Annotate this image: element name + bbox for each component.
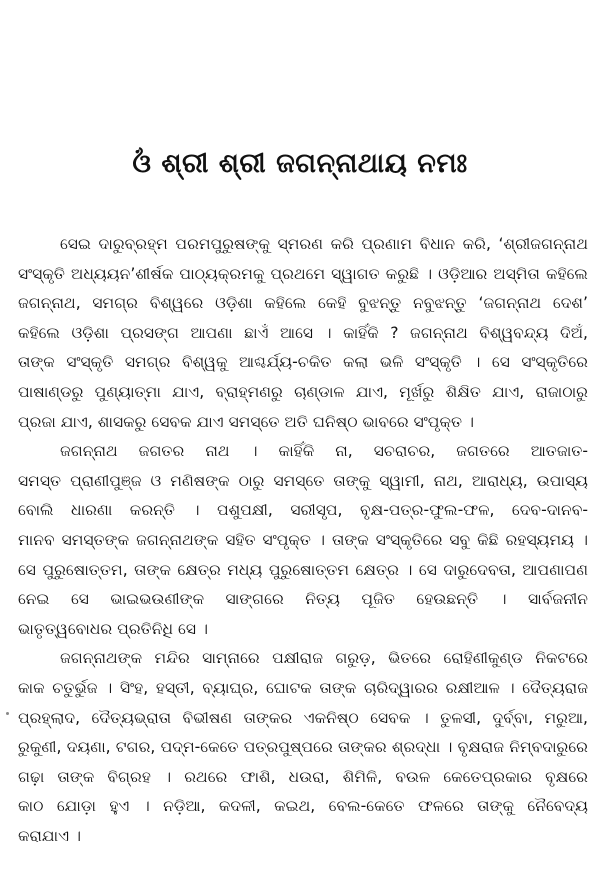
text-line: ମାନବ ସମସ୍ତଙ୍କ ଜଗନ୍ନାଥଙ୍କ ସହିତ ସଂପୃକ୍ତ । ତାଙ୍କ ସଂସ୍କୃତିରେ ସବୁ କିଛି ରହସ୍ୟମୟ । [18, 530, 588, 549]
text-line: ପାଷାଣ୍ଡରୁ ପୁଣ୍ୟାତ୍ମା ଯାଏ, ବ୍ରାହ୍ମଣରୁ ଚାଣ୍ଡାଳ ଯାଏ, ମୂର୍ଖରୁ ଶିକ୍ଷିତ ଯାଏ, ରାଜାଠାରୁ [18, 382, 588, 401]
text-line: ଜଗନ୍ନାଥ, ସମଗ୍ର ବିଶ୍ୱରେ ଓଡ଼ିଶା କହିଲେ କେହି ବୁଝନ୍ତୁ ନବୁଝନ୍ତୁ ‘ଜଗନ୍ନାଥ ଦେଶ’ [18, 294, 588, 313]
text-line: ସେଇ ଦାରୁବ୍ରହ୍ମ ପରମପୁରୁଷଙ୍କୁ ସ୍ମରଣ କରି ପ୍ରଣାମ ବିଧାନ କରି, ‘ଶ୍ରୀଜଗନ୍ନାଥ [60, 235, 588, 253]
text-line: ନେଇ ସେ ଭାଇଭଉଣୀଙ୍କ ସାଙ୍ଗରେ ନିତ୍ୟ ପୂଜିତ ହେଉଛନ୍ତି । ସାର୍ବଜନୀନ [18, 590, 588, 609]
paragraph-2 [18, 437, 588, 644]
text-line: ଜଗନ୍ନାଥଙ୍କ ମନ୍ଦିର ସାମ୍ନାରେ ପକ୍ଷୀରାଜ ଗରୁଡ଼, ଭିତରେ ରୋହିଣୀକୁଣ୍ଡ ନିକଟରେ [60, 649, 588, 668]
text-line: ପ୍ରଜା ଯାଏ, ଶାସକରୁ ସେବକ ଯାଏ ସମସ୍ତେ ଅତି ଘନିଷ୍ଠ ଭାବରେ ସଂପୃକ୍ତ । [18, 412, 475, 431]
text-line: ସମସ୍ତ ପ୍ରାଣୀପୁଞ୍ଜ ଓ ମଣିଷଙ୍କ ଠାରୁ ସମସ୍ତେ ତାଙ୍କୁ ସ୍ୱାମୀ, ନାଥ, ଆରାଧ୍ୟ, ଉପାସ୍ୟ [18, 471, 588, 490]
margin-speck [6, 712, 9, 715]
text-line: ଭାତୃତ୍ୱବୋଧର ପ୍ରତିନିଧି ସେ । [18, 619, 208, 638]
body-text [18, 230, 588, 851]
text-line: ପ୍ରହ୍ଲାଦ, ଦୈତ୍ୟଭ୍ରାତା ବିଭୀଷଣ ତାଙ୍କର ଏକନିଷ୍ଠ ସେବକ । ତୁଳସୀ, ଦୁର୍ବ୍ବା, ମରୁଆ, [18, 708, 588, 727]
paragraph-3 [18, 644, 588, 851]
text-line: କହିଲେ ଓଡ଼ିଶା ପ୍ରସଙ୍ଗ ଆପଣା ଛାଏଁ ଆସେ । କାହିଁକି ? ଜଗନ୍ନାଥ ବିଶ୍ୱବନ୍ଦ୍ୟ ଦିଅଁ, [18, 323, 588, 342]
text-line: ଗଢ଼ା ତାଙ୍କ ବିଗ୍ରହ । ରଥରେ ଫାଶି, ଧଉରା, ଶିମିଳି, ବଉଳ କେତେପ୍ରକାର ବୃକ୍ଷରେ [18, 767, 588, 786]
page-title: ଓଁ ଶ୍ରୀ ଶ୍ରୀ ଜଗନ୍ନାଥାୟ ନମଃ [132, 148, 468, 179]
paragraph-1 [18, 230, 588, 437]
text-line: କରାଯାଏ । [18, 826, 82, 845]
text-line: ତାଙ୍କ ସଂସ୍କୃତି ସମଗ୍ର ବିଶ୍ୱକୁ ଆଶ୍ଚର୍ଯ୍ୟ-ଚକିତ କଲା ଭଳି ସଂସ୍କୃତି । ସେ ସଂସ୍କୃତିରେ [18, 353, 588, 372]
text-line: ରୁକୁଣୀ, ଦୟଣା, ଟଗର, ପଦ୍ମ-କେତେ ପତ୍ରପୁଷ୍ପରେ ତାଙ୍କର ଶ୍ରଦ୍ଧା । ବୃକ୍ଷରାଜ ନିମ୍ବଦାରୁରେ [18, 738, 588, 757]
text-line: ବୋଲି ଧାରଣା କରନ୍ତି । ପଶୁପକ୍ଷୀ, ସରୀସୃପ, ବୃକ୍ଷ-ପତ୍ର-ଫୁଲ-ଫଳ, ଦେବ-ଦାନବ- [18, 501, 588, 520]
text-line: ଜଗନ୍ନାଥ ଜଗତର ନାଥ । କାହିଁକି ନା, ସଚରାଚର, ଜଗତରେ ଆତଜାତ- [60, 442, 588, 461]
text-line: ସଂସ୍କୃତି ଅଧ୍ୟୟନ’ଶୀର୍ଷକ ପାଠ୍ୟକ୍ରମକୁ ପ୍ରଥମେ ସ୍ୱାଗତ କରୁଛି । ଓଡ଼ିଆର ଅସ୍ମିତା କହିଲେ [18, 264, 588, 283]
text-line: କାଠ ଯୋଡ଼ା ହୁଏ । ନଡ଼ିଆ, କଦଳୀ, କଇଥ, ବେଲ-କେତେ ଫଳରେ ତାଙ୍କୁ ନୈବେଦ୍ୟ [18, 797, 588, 816]
text-line: ସେ ପୁରୁଷୋତ୍ତମ, ତାଙ୍କ କ୍ଷେତ୍ର ମଧ୍ୟ ପୁରୁଷୋତ୍ତମ କ୍ଷେତ୍ର । ସେ ଦାରୁଦେବତା, ଆପଣାପଣ [18, 560, 588, 579]
text-line: କାକ ଚତୁର୍ଭୁଜ । ସିଂହ, ହସ୍ତୀ, ବ୍ୟାଘ୍ର, ଘୋଟକ ତାଙ୍କ ଚାରିଦ୍ୱାରର ରକ୍ଷୀଆଳ । ଦୈତ୍ୟରାଜ [18, 678, 588, 697]
